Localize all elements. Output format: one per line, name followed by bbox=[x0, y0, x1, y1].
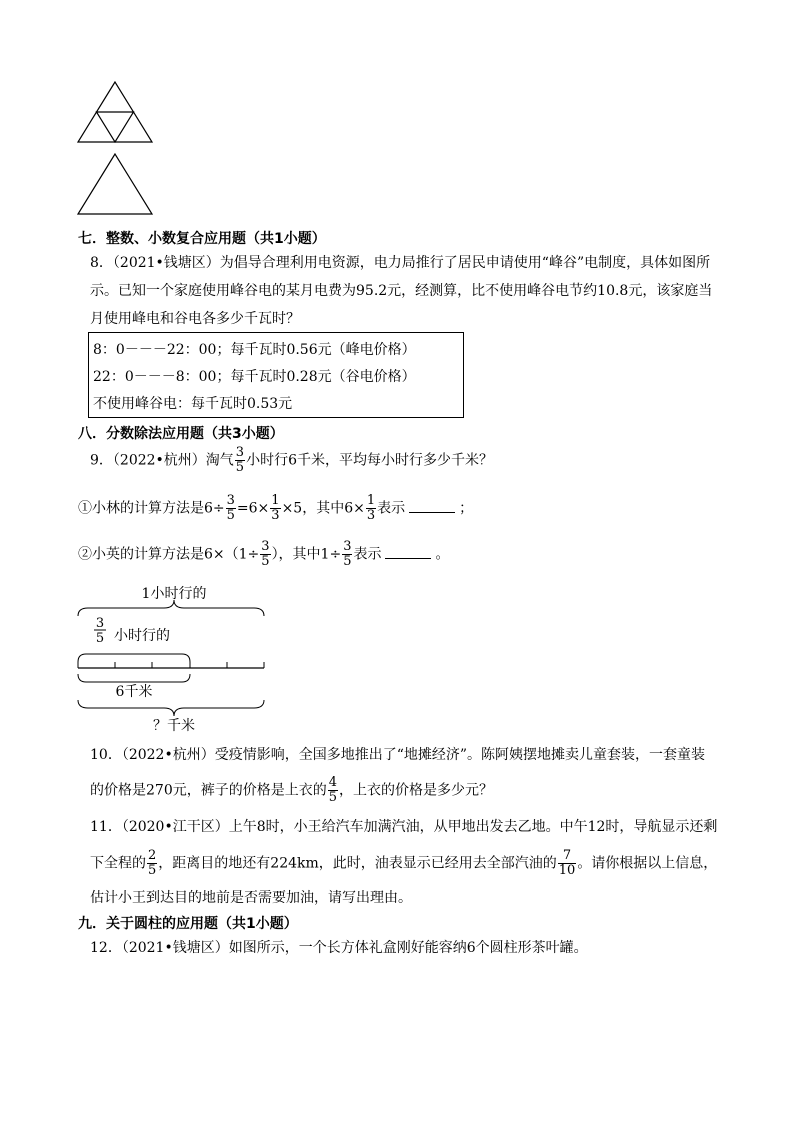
plain-triangle bbox=[78, 154, 152, 214]
q11-line3: 估计小王到达目的地前是否需要加油，请写出理由。 bbox=[90, 890, 412, 906]
diagram-frac-den: 5 bbox=[95, 631, 105, 646]
fraction-1-3: $\frac{1}{3}$ bbox=[271, 493, 280, 523]
diagram-bottom2-label: ？千米 bbox=[153, 718, 195, 734]
q9-prefix: 9．（2022•杭州）淘气 bbox=[90, 452, 234, 469]
answer-blank-2[interactable] bbox=[385, 546, 431, 559]
fraction-1-3: $\frac{1}{3}$ bbox=[366, 493, 376, 523]
q11-line2: 下全程的 $\frac{2}{5}$ ，距离目的地还有224km，此时，油表显示已经用去全部汽油的 $\frac{7}{10}$ 。请你根据以上信息， bbox=[90, 848, 718, 878]
q8-line3: 月使用峰电和谷电各多少千瓦时？ bbox=[90, 311, 300, 327]
price-row-valley: 22：0－－－8：00；每千瓦时0.28元（谷电价格） bbox=[93, 369, 416, 385]
diagram-bottom1-label: 6千米 bbox=[115, 684, 153, 700]
triangle-figures bbox=[74, 78, 158, 218]
fraction-3-5: $\frac{3}{5}$ bbox=[226, 493, 235, 523]
price-row-peak: 8：0－－－22：00；每千瓦时0.56元（峰电价格） bbox=[93, 342, 416, 358]
q11-line1: 11．（2020•江干区）上午8时，小王给汽车加满汽油，从甲地出发去乙地。中午12时，导航显示还剩 bbox=[90, 819, 718, 835]
diagram-mid-label: 小时行的 bbox=[114, 628, 170, 644]
fraction-7-10: $\frac{7}{10}$ bbox=[558, 848, 576, 878]
price-table bbox=[88, 332, 464, 418]
q12-text: 12．（2021•钱塘区）如图所示，一个长方体礼盒刚好能容纳6个圆柱形茶叶罐。 bbox=[90, 940, 588, 956]
answer-blank-1[interactable] bbox=[409, 500, 455, 513]
section-9-heading: 九．关于圆柱的应用题（共1小题） bbox=[78, 916, 298, 932]
q9-question bbox=[90, 446, 493, 475]
segment-diagram bbox=[74, 582, 270, 734]
q9-method1: ①小林的计算方法是6÷ $\frac{3}{5}$ =6× $\frac{1}{3}$ ×5，其中6× $\frac{1}{3}$ 表示 ； bbox=[78, 493, 474, 523]
q10-line1: 10．（2022•杭州）受疫情影响，全国多地推出了“地摊经济”。陈阿姨摆地摊卖儿童套装，一套童装 bbox=[90, 747, 706, 763]
q8-line1: 8．（2021•钱塘区）为倡导合理利用电资源，电力局推行了居民申请使用“峰谷”电制度，具体如图所 bbox=[90, 255, 711, 271]
section-8-heading: 八．分数除法应用题（共3小题） bbox=[78, 426, 284, 442]
q9-method2: ②小英的计算方法是6×（1÷ $\frac{3}{5}$ ），其中1÷ $\frac{3}{5}$ 表示 。 bbox=[78, 539, 450, 569]
q8-line2: 示。已知一个家庭使用峰谷电的某月电费为95.2元，经测算，比不使用峰谷电节约10.8元，该家庭当 bbox=[90, 283, 713, 299]
section-7-heading: 七．整数、小数复合应用题（共1小题） bbox=[78, 231, 326, 247]
diagram-top-label: 1小时行的 bbox=[141, 586, 207, 602]
inner-triangle bbox=[97, 112, 134, 142]
fraction-3-5: $\frac{3}{5}$ bbox=[343, 539, 352, 569]
fraction-3-5: $\frac{3}{5}$ bbox=[235, 445, 245, 475]
fraction-3-5: $\frac{3}{5}$ bbox=[261, 539, 270, 569]
q10-line2: 的价格是270元，裤子的价格是上衣的 $\frac{4}{5}$ ，上衣的价格是多少元？ bbox=[90, 775, 494, 805]
diagram-frac-num: 3 bbox=[95, 616, 105, 631]
fraction-2-5: $\frac{2}{5}$ bbox=[148, 848, 157, 878]
fraction-4-5: $\frac{4}{5}$ bbox=[328, 775, 338, 805]
q9-suffix: 小时行6千米，平均每小时行多少千米？ bbox=[246, 452, 493, 469]
price-row-flat: 不使用峰谷电：每千瓦时0.53元 bbox=[93, 396, 293, 412]
